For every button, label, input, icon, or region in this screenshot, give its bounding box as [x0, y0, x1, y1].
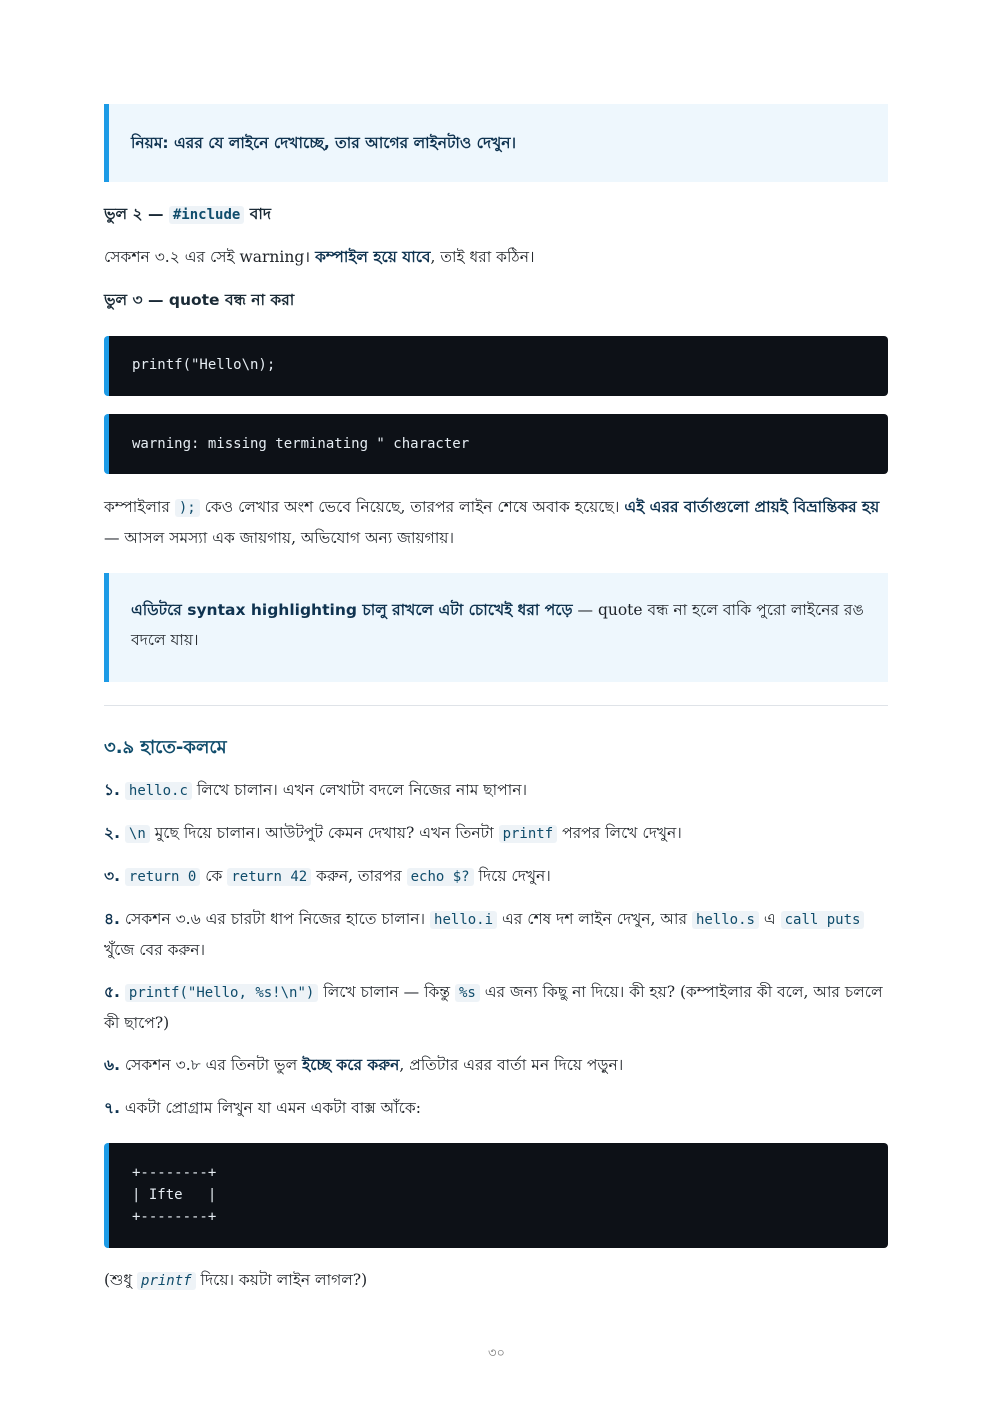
p2-code: ); [175, 499, 200, 517]
section-heading [104, 733, 888, 763]
ex3-post: দিয়ে দেখুন। [473, 867, 551, 885]
ex3-code3: echo $? [407, 868, 474, 886]
section-divider [104, 705, 888, 706]
exercise-7 [104, 1093, 888, 1123]
ex3-mid1: কে [200, 867, 228, 885]
note-post: দিয়ে। কয়টা লাইন লাগল?) [195, 1271, 368, 1289]
include-code: #include [169, 206, 244, 224]
paragraph-warning [104, 242, 888, 272]
ex7-post: একটা প্রোগ্রাম লিখুন যা এমন একটা বাক্স আঁকে: [119, 1099, 421, 1117]
ex6-bold: ইচ্ছে করে করুন [302, 1056, 400, 1074]
note-code: printf [137, 1272, 196, 1290]
error-2-heading [104, 199, 888, 230]
ex3-mid2: করুন, তারপর [311, 867, 407, 885]
error-3-text: ভুল ৩ — quote বন্ধ না করা [104, 291, 295, 309]
ex4-code2: hello.s [692, 911, 759, 929]
ex4-post: খুঁজে বের করুন। [104, 941, 206, 959]
p1-post: , তাই ধরা কঠিন। [430, 248, 535, 266]
ex5-code2: %s [455, 984, 480, 1002]
note-paragraph [104, 1265, 888, 1296]
ex2-code1: \n [125, 825, 150, 843]
error-2-suffix: বাদ [244, 205, 271, 223]
code-block-printf: printf("Hello\n); [104, 336, 888, 396]
p2-pre: কম্পাইলার [104, 498, 175, 516]
ex5-code1: printf("Hello, %s!\n") [125, 984, 318, 1002]
p1-pre: সেকশন ৩.২ এর সেই warning। [104, 248, 316, 266]
ex6-post: , প্রতিটার এরর বার্তা মন দিয়ে পড়ুন। [399, 1056, 624, 1074]
ex1-num: ১. [104, 781, 120, 799]
ex2-num: ২. [104, 824, 120, 842]
syntax-callout [104, 573, 888, 682]
exercise-2 [104, 818, 888, 849]
p2-post: — আসল সমস্যা এক জায়গায়, অভিযোগ অন্য জায়গায়। [104, 529, 454, 547]
exercise-1 [104, 775, 888, 806]
ex4-mid2: এ [758, 910, 781, 928]
rule-callout [104, 104, 888, 182]
exercise-4 [104, 904, 888, 965]
ex3-code1: return 0 [125, 868, 200, 886]
exercise-5 [104, 977, 888, 1038]
ex3-num: ৩. [104, 867, 120, 885]
section-title: ৩.৯ হাতে-কলমে [104, 737, 227, 758]
p2-mid: কেও লেখার অংশ ভেবে নিয়েছে, তারপর লাইন শেষে অবাক হয়েছে। [199, 498, 625, 516]
callout-text: নিয়ম: এরর যে লাইনে দেখাচ্ছে, তার আগের লাইনটাও দেখুন। [131, 134, 517, 152]
ex5-post: এর জন্য কিছু না দিয়ে। কী হয়? (কম্পাইলার কী বলে, আর চললে কী ছাপে?) [104, 983, 883, 1032]
paragraph-compiler [104, 492, 888, 553]
note-pre: (শুধু [104, 1271, 138, 1289]
ex4-code1: hello.i [430, 911, 497, 929]
ex4-mid1: এর শেষ দশ লাইন দেখুন, আর [497, 910, 692, 928]
code-block-warning: warning: missing terminating " character [104, 414, 888, 474]
ex2-code2: printf [499, 825, 558, 843]
ex2-mid: মুছে দিয়ে চালান। আউটপুট কেমন দেখায়? এখন তিনটা [149, 824, 499, 842]
callout2-post: — quote বন্ধ না হলে বাকি পুরো লাইনের রঙ বদলে যায়। [131, 601, 864, 649]
ex3-code2: return 42 [227, 868, 311, 886]
p1-bold: কম্পাইল হয়ে যাবে [315, 248, 431, 266]
ex4-num: ৪. [104, 910, 120, 928]
ex2-post: পরপর লিখে দেখুন। [557, 824, 682, 842]
error-2-prefix: ভুল ২ — [104, 205, 169, 223]
ex5-mid: লিখে চালান — কিন্তু [318, 983, 455, 1001]
ex4-pre: সেকশন ৩.৬ এর চারটা ধাপ নিজের হাতে চালান। [119, 910, 431, 928]
ex6-pre: সেকশন ৩.৮ এর তিনটা ভুল [119, 1056, 303, 1074]
ex5-num: ৫. [104, 983, 120, 1001]
ex1-code: hello.c [125, 782, 192, 800]
exercise-3 [104, 861, 888, 892]
code-block-box: +--------+ | Ifte | +--------+ [104, 1143, 888, 1248]
exercise-6 [104, 1050, 888, 1080]
callout2-bold: এডিটরে syntax highlighting চালু রাখলে এটা চোখেই ধরা পড়ে [131, 601, 573, 619]
page-number: ৩০ [488, 1346, 505, 1361]
p2-bold: এই এরর বার্তাগুলো প্রায়ই বিভ্রান্তিকর হয় [624, 498, 880, 516]
ex6-num: ৬. [104, 1056, 120, 1074]
error-3-heading [104, 285, 888, 315]
ex1-post: লিখে চালান। এখন লেখাটা বদলে নিজের নাম ছাপান। [191, 781, 527, 799]
ex7-num: ৭. [104, 1099, 120, 1117]
ex4-code3: call puts [781, 911, 865, 929]
